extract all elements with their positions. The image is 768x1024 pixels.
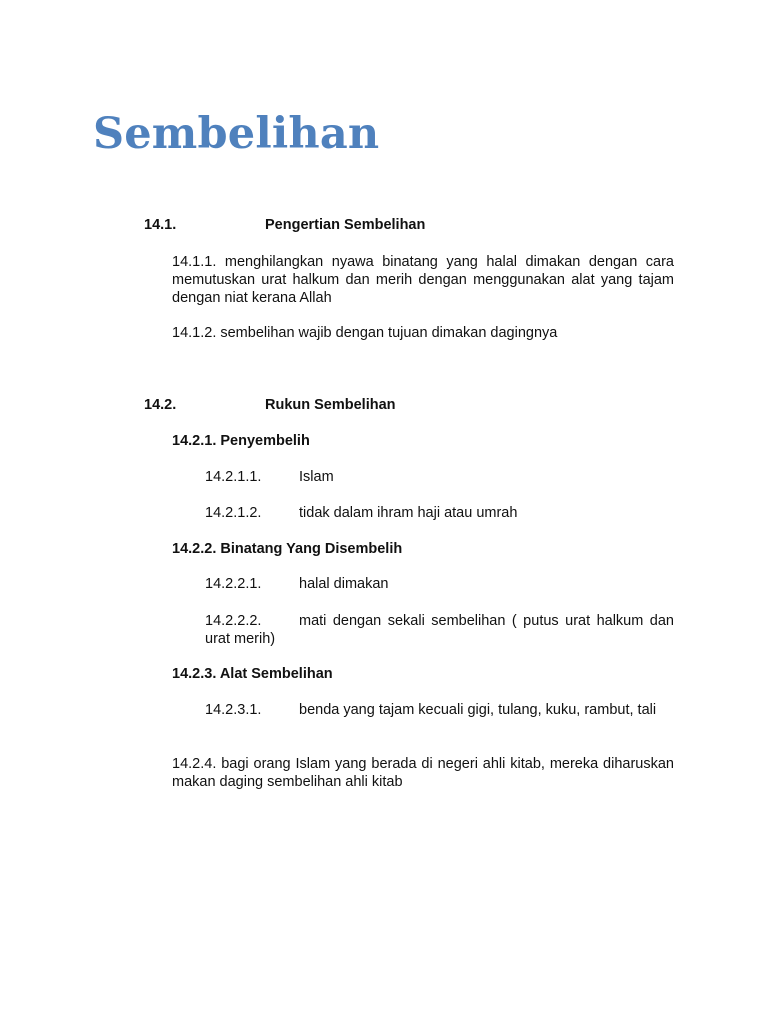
list-item (205, 612, 674, 648)
section-heading-14-1 (144, 216, 684, 234)
section-title: Rukun Sembelihan (265, 397, 396, 413)
item-number: 14.2.1.2. (205, 505, 262, 521)
item-text: halal dimakan (299, 576, 389, 592)
paragraph-14-2-4: 14.2.4. bagi orang Islam yang berada di negeri ahli kitab, mereka diharuskan makan daging sembelihan ahli kitab (172, 756, 674, 790)
item-number: 14.2.2.2. (205, 613, 262, 629)
item-number: 14.2.3.1. (205, 702, 262, 718)
page-title: Sembelihan (93, 109, 380, 159)
item-text: tidak dalam ihram haji atau umrah (299, 505, 518, 521)
item-text: Islam (299, 469, 334, 485)
list-item (205, 468, 674, 486)
item-number: 14.2.2.1. (205, 576, 262, 592)
section-number: 14.2. (144, 397, 177, 413)
subsection-heading-14-2-2: 14.2.2. Binatang Yang Disembelih (172, 541, 403, 557)
item-text: benda yang tajam kecuali gigi, tulang, kuku, rambut, tali (299, 702, 657, 718)
list-item (205, 575, 674, 593)
list-item (205, 504, 674, 522)
subsection-heading-14-2-3: 14.2.3. Alat Sembelihan (172, 666, 333, 682)
list-item (205, 701, 674, 719)
item-number: 14.2.1.1. (205, 469, 262, 485)
section-title: Pengertian Sembelihan (265, 217, 426, 233)
section-heading-14-2 (144, 396, 684, 414)
section-number: 14.1. (144, 217, 177, 233)
paragraph-14-1-2: 14.1.2. sembelihan wajib dengan tujuan dimakan dagingnya (172, 325, 558, 341)
paragraph-14-1-1: 14.1.1. menghilangkan nyawa binatang yang halal dimakan dengan cara memutuskan urat halkum dan merih dengan menggunakan alat yang tajam dengan niat kerana Allah (172, 254, 674, 306)
subsection-heading-14-2-1: 14.2.1. Penyembelih (172, 433, 310, 449)
item-text: mati dengan sekali sembelihan ( putus urat halkum dan urat merih) (205, 613, 674, 647)
